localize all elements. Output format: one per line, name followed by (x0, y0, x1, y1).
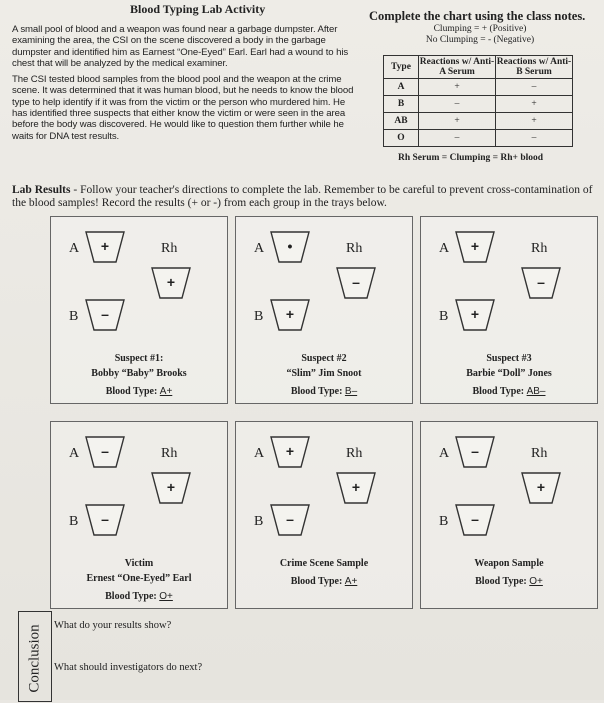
tray-result: – (101, 511, 109, 527)
header-anti-a: Reactions w/ Anti-A Serum (419, 57, 495, 77)
anti-b-tray[interactable] (270, 504, 310, 536)
rh-tray[interactable] (336, 267, 376, 299)
row-anti-a: + (419, 113, 496, 130)
sample-subname: Bobby “Baby” Brooks (91, 368, 187, 379)
row-type: AB (384, 113, 419, 130)
tray-result: – (471, 511, 479, 527)
chart-title: Complete the chart using the class notes. (369, 9, 586, 23)
table-row (384, 96, 573, 113)
anti-a-tray[interactable] (85, 436, 125, 468)
anti-a-tray[interactable] (270, 231, 310, 263)
page-title: Blood Typing Lab Activity (130, 2, 266, 16)
sample-caption (239, 556, 409, 589)
blood-type-line (424, 384, 594, 399)
blood-type-answer[interactable]: B– (344, 386, 358, 397)
blood-type-label: Blood Type: (472, 386, 525, 397)
label-rh: Rh (531, 446, 548, 461)
blood-type-answer[interactable]: A+ (159, 386, 173, 397)
anti-b-tray[interactable] (85, 504, 125, 536)
blood-type-label: Blood Type: (105, 386, 158, 397)
blood-type-line (424, 574, 594, 589)
rh-tray[interactable] (521, 472, 561, 504)
sample-caption (424, 351, 594, 399)
sample-caption (54, 351, 224, 399)
label-rh: Rh (346, 241, 363, 256)
lab-text: - Follow your teacher's directions to complete the lab. Remember to be careful to prevent cross-contamination of the blood samples! Record the results (+ or -) from each group in the trays below. (12, 184, 593, 209)
header-anti-b: Reactions w/ Anti-B Serum (496, 57, 572, 77)
table-header-row (384, 56, 573, 79)
tray-result: + (285, 443, 295, 459)
legend-no-clumping: No Clumping = - (Negative) (425, 35, 535, 45)
sample-name: Suspect #1: (114, 353, 164, 364)
tray-result: + (470, 306, 480, 322)
table-row (384, 130, 573, 147)
chart-legend (368, 24, 592, 46)
blood-type-label: Blood Type: (290, 576, 343, 587)
rh-tray[interactable] (521, 267, 561, 299)
conclusion-box (18, 611, 52, 702)
blood-type-table (383, 55, 573, 147)
label-anti-b: B (254, 309, 264, 324)
table-row (384, 113, 573, 130)
tray-result: + (351, 479, 361, 495)
label-anti-a: A (69, 446, 80, 461)
tray-result: + (100, 238, 110, 254)
label-rh: Rh (531, 241, 548, 256)
tray-result: – (471, 443, 479, 459)
label-anti-b: B (439, 309, 449, 324)
blood-type-label: Blood Type: (105, 591, 157, 602)
sample-cell (50, 421, 228, 609)
anti-a-tray[interactable] (270, 436, 310, 468)
sample-subname: “Slim” Jim Snoot (286, 368, 362, 379)
sample-name: Suspect #2 (301, 353, 347, 364)
sample-subname: Barbie “Doll” Jones (466, 368, 552, 379)
sample-grid (50, 216, 604, 608)
tray-result: – (352, 274, 360, 290)
label-anti-a: A (439, 446, 450, 461)
tray-result: • (287, 238, 293, 254)
question-results: What do your results show? (54, 620, 172, 631)
anti-b-tray[interactable] (455, 504, 495, 536)
conclusion-label: Conclusion (26, 624, 43, 693)
label-anti-b: B (69, 514, 79, 529)
blood-type-answer[interactable]: O+ (159, 591, 173, 602)
blood-type-answer[interactable]: AB– (526, 386, 546, 397)
tray-result: + (166, 479, 176, 495)
tray-result: + (166, 274, 176, 290)
label-rh: Rh (161, 241, 178, 256)
anti-b-tray[interactable] (85, 299, 125, 331)
sample-subname: Ernest “One-Eyed” Earl (86, 573, 192, 584)
row-anti-a: + (419, 79, 496, 96)
row-anti-a: – (419, 130, 496, 147)
row-type: B (384, 96, 419, 113)
blood-type-answer[interactable]: O+ (529, 576, 543, 587)
lab-heading: Lab Results (12, 184, 71, 196)
tray-result: – (286, 511, 294, 527)
sample-cell (50, 216, 228, 404)
blood-type-answer[interactable]: A+ (344, 576, 358, 587)
scenario-text (12, 24, 360, 147)
label-anti-b: B (439, 514, 449, 529)
rh-tray[interactable] (151, 472, 191, 504)
blood-type-label: Blood Type: (290, 386, 343, 397)
table-row (384, 79, 573, 96)
label-anti-b: B (69, 309, 79, 324)
rh-tray[interactable] (151, 267, 191, 299)
label-rh: Rh (346, 446, 363, 461)
blood-type-line (239, 574, 409, 589)
label-rh: Rh (161, 446, 178, 461)
sample-name: Crime Scene Sample (279, 558, 369, 569)
rh-note: Rh Serum = Clumping = Rh+ blood (398, 153, 544, 163)
sample-name: Victim (124, 558, 154, 569)
header-type: Type (384, 56, 419, 79)
sample-cell (235, 216, 413, 404)
lab-instructions (12, 184, 602, 210)
anti-a-tray[interactable] (455, 436, 495, 468)
blood-type-line (239, 384, 409, 399)
label-anti-b: B (254, 514, 264, 529)
rh-tray[interactable] (336, 472, 376, 504)
blood-type-line (54, 384, 224, 399)
tray-result: – (101, 443, 109, 459)
tray-result: + (470, 238, 480, 254)
question-next-steps: What should investigators do next? (54, 662, 203, 673)
blood-type-line (54, 589, 224, 604)
label-anti-a: A (69, 241, 80, 256)
sample-cell (235, 421, 413, 609)
blood-type-label: Blood Type: (475, 576, 527, 587)
sample-name: Suspect #3 (486, 353, 532, 364)
tray-result: – (101, 306, 109, 322)
anti-a-tray[interactable] (455, 231, 495, 263)
sample-name: Weapon Sample (474, 558, 544, 569)
row-anti-b: – (496, 130, 573, 147)
label-anti-a: A (439, 241, 450, 256)
label-anti-a: A (254, 446, 265, 461)
row-anti-b: – (496, 79, 573, 96)
legend-clumping: Clumping = + (Positive) (433, 24, 527, 34)
tray-result: + (536, 479, 546, 495)
anti-a-tray[interactable] (85, 231, 125, 263)
label-anti-a: A (254, 241, 265, 256)
scenario-paragraph-1: A small pool of blood and a weapon was found near a garbage dumpster. After examining the area, the CSI on the scene discovered a body in the garbage dumpster and identified him as Earnest “One-Eyed” Earl. Earl had a wound to his chest that will be analyzed by the medical examiner. (12, 24, 349, 69)
tray-result: + (285, 306, 295, 322)
row-type: O (384, 130, 419, 147)
anti-b-tray[interactable] (270, 299, 310, 331)
sample-cell (420, 421, 598, 609)
sample-caption (54, 556, 224, 604)
sample-caption (239, 351, 409, 399)
scenario-paragraph-2: The CSI tested blood samples from the blood pool and the weapon at the crime scene. It was determined that it was human blood, but he needs to know the blood type to help identify if it was from the victim or the person who murdered him. He has identified three suspects that either know the victim or were seen in the area before the body was discovered. He would like to question them further while he waits for DNA test results. (12, 74, 354, 142)
sample-cell (420, 216, 598, 404)
row-anti-a: – (419, 96, 496, 113)
anti-b-tray[interactable] (455, 299, 495, 331)
sample-caption (424, 556, 594, 589)
row-anti-b: + (496, 96, 573, 113)
row-anti-b: + (496, 113, 573, 130)
tray-result: – (537, 274, 545, 290)
row-type: A (384, 79, 419, 96)
